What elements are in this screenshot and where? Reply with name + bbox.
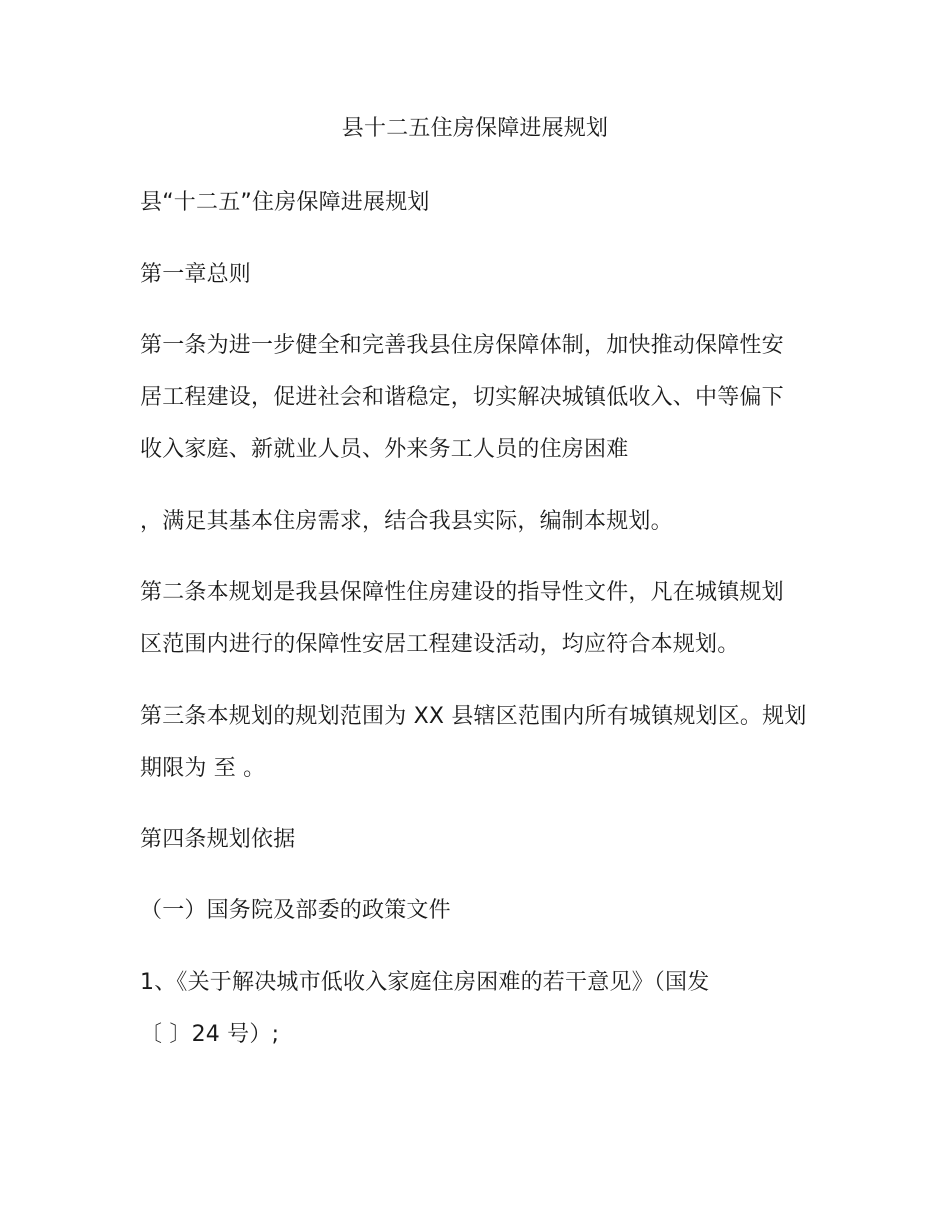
article1-line4: ，满足其基本住房需求，结合我县实际，编制本规划。 (140, 509, 673, 534)
article3-line2: 期限为 至 。 (140, 756, 266, 781)
article1-line1: 第一条为进一步健全和完善我县住房保障体制，加快推动保障性安 (140, 333, 784, 358)
article1-line2: 居工程建设，促进社会和谐稳定，切实解决城镇低收入、中等偏下 (140, 385, 784, 410)
article4-heading: 第四条规划依据 (140, 827, 296, 852)
document-title: 县十二五住房保障进展规划 (341, 116, 609, 141)
article4-subsection: （一）国务院及部委的政策文件 (140, 898, 451, 923)
article1-line3: 收入家庭、新就业人员、外来务工人员的住房困难 (140, 437, 629, 462)
chapter-heading: 第一章总则 (140, 262, 252, 287)
document-subtitle: 县“十二五”住房保障进展规划 (140, 190, 430, 215)
article3-line1: 第三条本规划的规划范围为 XX 县辖区范围内所有城镇规划区。规划 (140, 704, 807, 729)
article4-item1-line1: 1、《关于解决城市低收入家庭住房困难的若干意见》（国发 (140, 970, 710, 995)
article2-line2: 区范围内进行的保障性安居工程建设活动，均应符合本规划。 (140, 632, 740, 657)
article4-item1-line2: 〔 〕24 号）; (140, 1022, 280, 1047)
article2-line1: 第二条本规划是我县保障性住房建设的指导性文件，凡在城镇规划 (140, 580, 784, 605)
